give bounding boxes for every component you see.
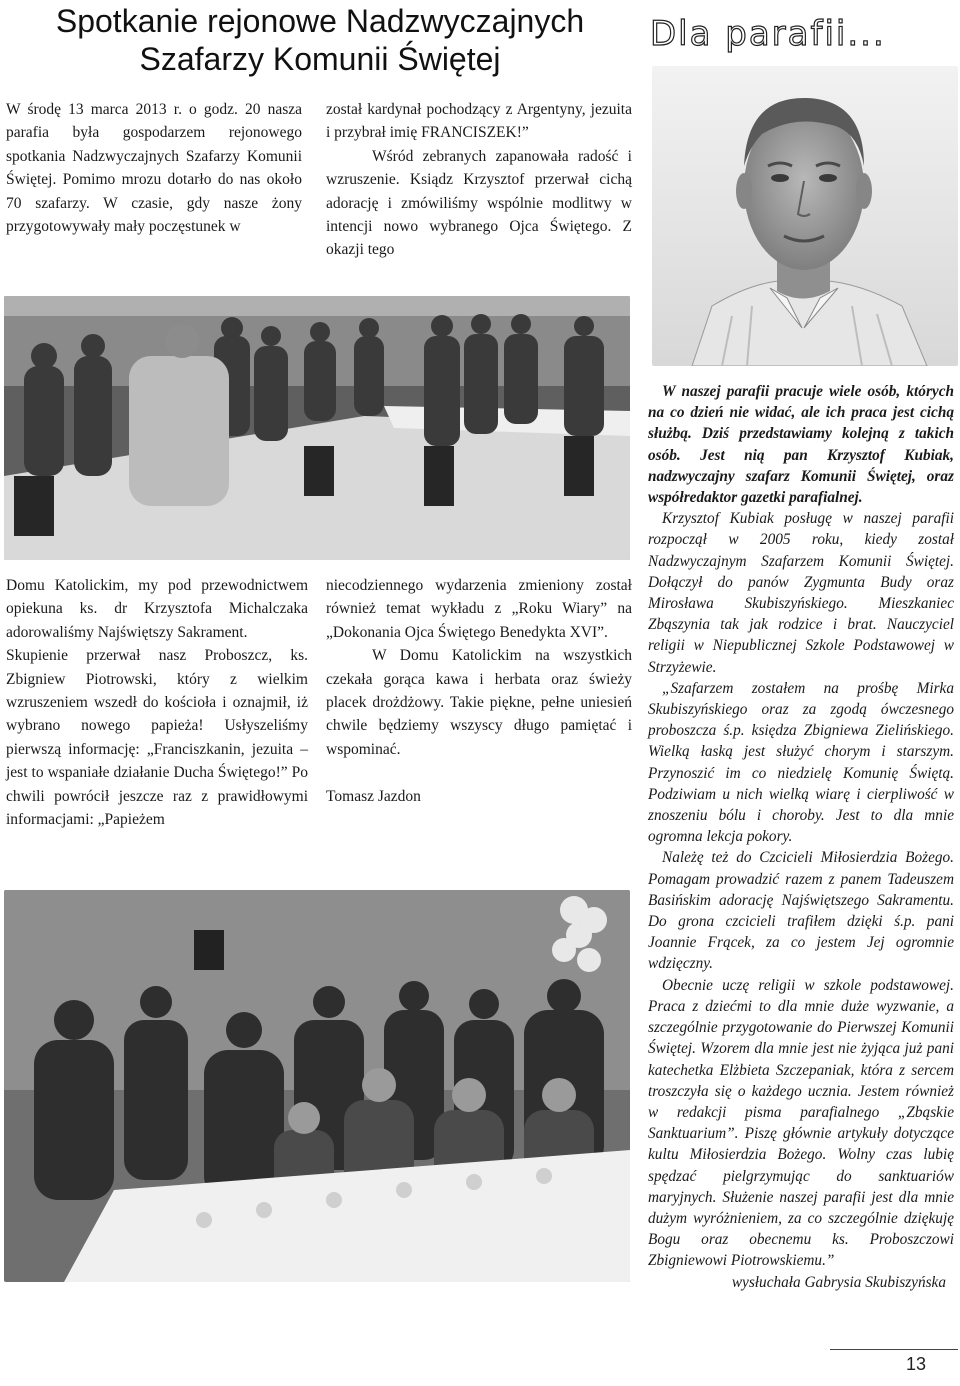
article-paragraph: Domu Katolickim, my pod przewodnictwem opiekuna ks. dr Krzysztofa Michalczaka adorowaliśmy Najświętszy Sakrament.	[6, 577, 308, 641]
sidebar-paragraph: Należę też do Czcicieli Miłosierdzia Bożego. Pomagam prowadzić razem z panem Tadeuszem Basińskim adorację Najświętszego Sakramentu. Do grona czcicieli trafiłem dzięki ś.p. pani Joannie Frącek, za co jestem Jej ogromnie wdzięczny.	[648, 849, 954, 973]
article-author: Tomasz Jazdon	[326, 788, 421, 806]
article-title-line-1: Spotkanie rejonowe Nadzwyczajnych	[55, 3, 585, 39]
sidebar-text	[648, 381, 954, 1293]
portrait-photo	[652, 66, 958, 366]
sidebar-paragraph: Obecnie uczę religii w szkole podstawowej. Praca z dziećmi to dla mnie duże wyzwanie, a szczególnie przygotowanie do Pierwszej Komunii Świętej. Wzorem dla mnie jest nie żyjąca już pani katechetka Elżbieta Szczepaniak, która z sercem troszczyła się o każdego ucznia. Jestem również w redakcji pisma parafialnego „Zbąskie Sanktuarium”. Piszę głównie artykuły dotyczące kultu Miłosierdzia Bożego. Wolny czas lubię spędzać pielgrzymując do sanktuariów maryjnych. Służenie naszej parafii jest dla mnie dużym wyróżnieniem, za co szczególnie dziękuję Bogu oraz obecnemu ks. Proboszczowi Zbigniewowi Piotrowskiemu.”	[648, 976, 954, 1270]
sidebar-paragraph: Krzysztof Kubiak posługę w naszej parafii rozpoczął w 2005 roku, kiedy został Nadzwyczajnym Szafarzem Komunii Świętej. Dołączył do panów Zygmunta Budy oraz Mirosława Skubiszyńskiego. Mieszkaniec Zbąszynia tak jak rodzice i brat. Nauczyciel religii w Niepublicznej Szkole Podstawowej w Strzyżewie.	[648, 510, 954, 676]
article-title-line-2: Szafarzy Komunii Świętej	[139, 41, 501, 77]
article-paragraph: W Domu Katolickim na wszystkich czekała gorąca kawa i herbata oraz świeży placek drożdżowy. Takie piękne, pełne uniesień chwile będziemy wszyscy długo pamiętać i wspominać.	[326, 647, 632, 758]
article-paragraph: Skupienie przerwał nasz Proboszcz, ks. Zbigniew Piotrowski, który z wielkim wzruszeniem wszedł do kościoła i oznajmił, iż wybrano nowego papieża! Usłyszeliśmy pierwszą informację: „Franciszkanin, jezuita – jest to wspaniałe działanie Ducha Świętego!” Po chwili powrócił jeszcze raz z prawidłowymi informacjami: „Papieżem	[6, 647, 308, 829]
article-title	[0, 2, 640, 78]
meeting-photo-1	[4, 296, 630, 560]
article-col2-top	[326, 98, 632, 262]
article-paragraph: niecodziennego wydarzenia zmieniony został również temat wykładu z „Roku Wiary” na „Dokonania Ojca Świętego Benedykta XVI”.	[326, 577, 632, 641]
article-col1-bottom	[6, 574, 308, 831]
sidebar-signature: wysłuchała Gabrysia Skubiszyńska	[731, 1273, 946, 1291]
meeting-photo-2	[4, 890, 630, 1282]
article-paragraph: został kardynał pochodzący z Argentyny, jezuita i przybrał imię FRANCISZEK!”	[326, 101, 632, 142]
article-paragraph: W środę 13 marca 2013 r. o godz. 20 nasza parafia była gospodarzem rejonowego spotkania Nadzwyczajnych Szafarzy Komunii Świętej. Pomimo mrozu dotarło do nas około 70 szafarzy. W czasie, gdy nasze żony przygotowywały mały poczęstunek w	[6, 101, 302, 236]
article-paragraph: Wśród zebranych zapanowała radość i wzruszenie. Ksiądz Krzysztof przerwał cichą adorację i zmówiliśmy wspólnie modlitwy w intencji nowo wybranego Ojca Świętego. Z okazji tego	[326, 147, 632, 259]
article-col2-bottom	[326, 574, 632, 809]
article-col1-top	[6, 98, 302, 238]
sidebar-paragraph: „Szafarzem zostałem na prośbę Mirka Skubiszyńskiego oraz za zgodą ówczesnego proboszcza ś.p. księdza Zbigniewa Zielińskiego. Wielką łaską jest służyć chorym i starszym. Przynoszić im co niedzielę Komunię Świętą. Podziwiam u nich wielką wiarę i cierpliwość w znoszeniu bólu i choroby. Jest to dla mnie ogromna lekcja pokory.	[648, 679, 954, 846]
sidebar-heading: Dla parafii...	[650, 14, 886, 54]
sidebar-intro: W naszej parafii pracuje wiele osób, których na co dzień nie widać, ale ich praca jest cichą służbą. Dziś przedstawiamy kolejną z takich osób. Jest nią pan Krzysztof Kubiak, nadzwyczajny szafarz Komunii Świętej, oraz współredaktor gazetki parafialnej.	[648, 383, 954, 507]
page-number: 13	[830, 1349, 958, 1375]
